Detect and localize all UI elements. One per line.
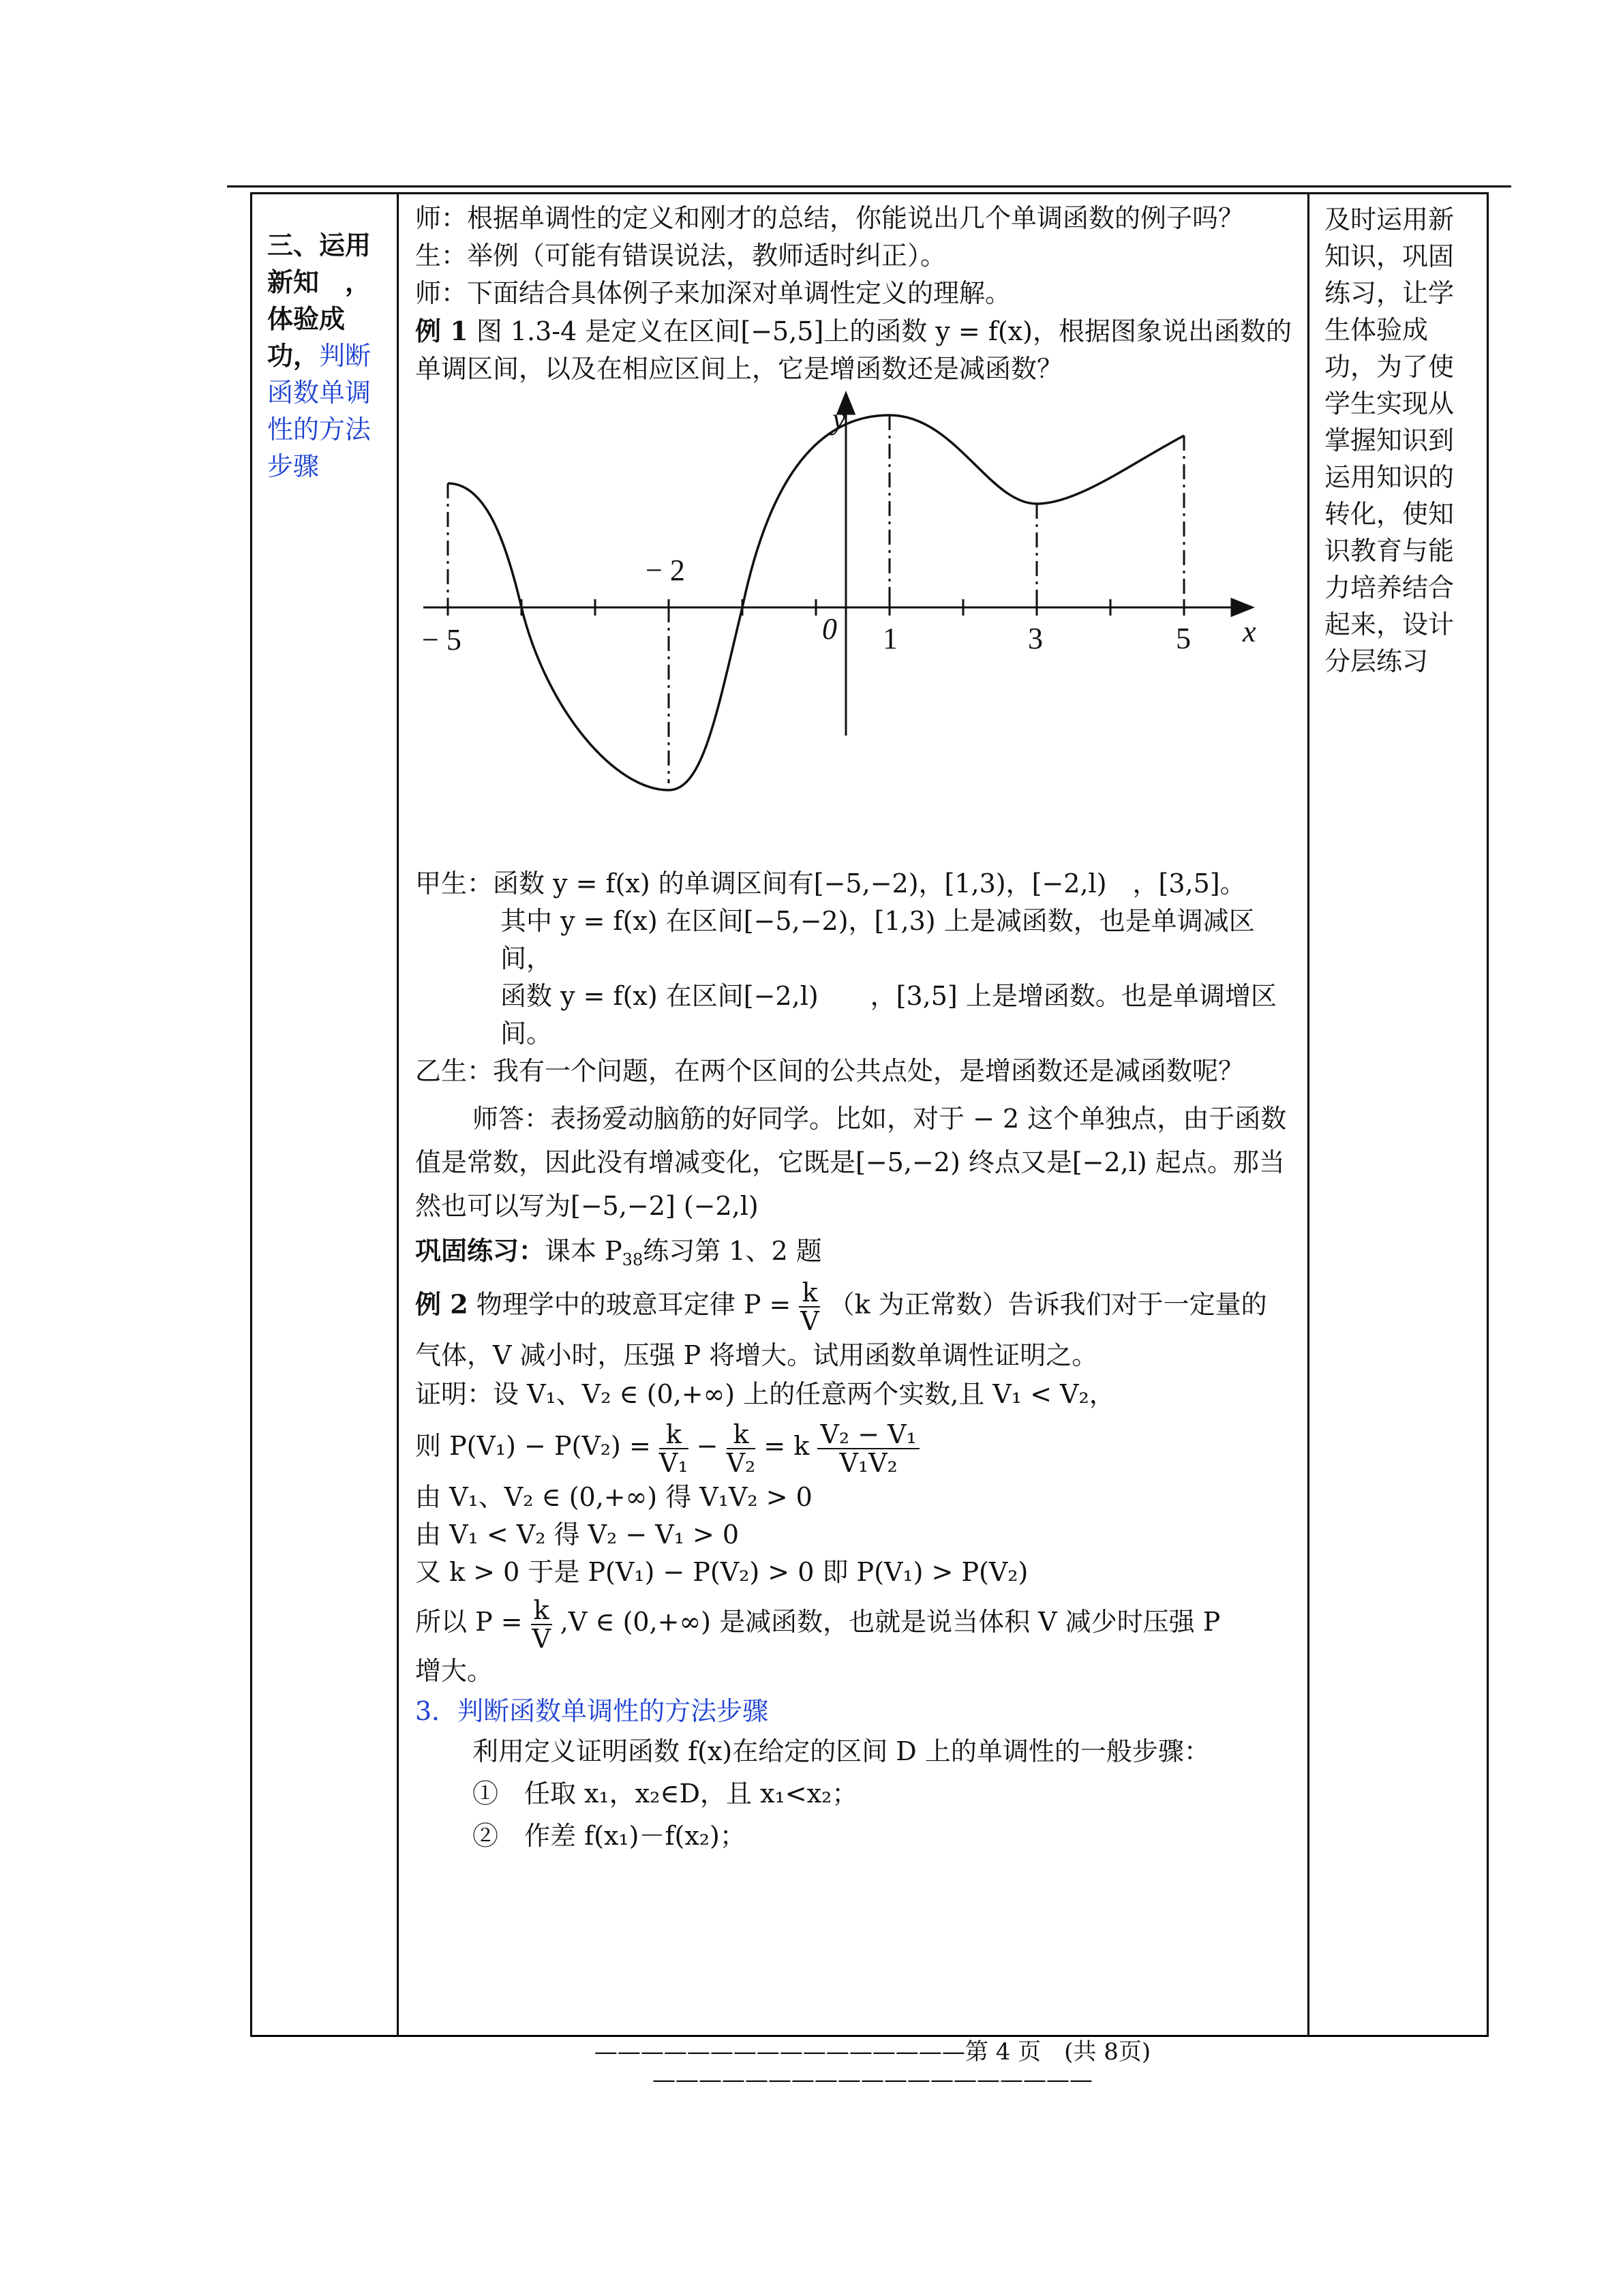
note-cell — [1309, 194, 1488, 2036]
practice-tail: 练习第 1、2 题 — [643, 1236, 822, 1266]
step-1: ① 任取 x₁，x₂∈D，且 x₁<x₂； — [472, 1779, 858, 1809]
student-yi: 乙生：我有一个问题，在两个区间的公共点处，是增函数还是减函数呢？ — [415, 1056, 1245, 1086]
proof-frac2: $\frac{k}{\text{V₂}}$ — [726, 1419, 756, 1478]
proof-line4: 由 V₁ < V₂ 得 V₂ − V₁ > 0 — [415, 1520, 740, 1550]
student-jia-line2: 其中 y = f(x) 在区间[−5,−2)，[1,3) 上是减函数，也是单调减区间， — [500, 906, 1255, 973]
steps-intro: 利用定义证明函数 f(x)在给定的区间 D 上的单调性的一般步骤： — [472, 1736, 1210, 1766]
proof-line1: 证明：设 V₁、V₂ ∈ (0,+∞) 上的任意两个实数,且 V₁ < V₂， — [415, 1379, 1115, 1409]
student-jia-line1: 甲生：函数 y = f(x) 的单调区间有[−5,−2)，[1,3)，[−2,l) ，[3,5]。 — [415, 868, 1246, 898]
proof-frac3: $\frac{\text{V₂ − V₁}}{\text{V₁V₂}}$ — [817, 1421, 919, 1477]
content-cell — [398, 194, 1309, 2036]
x-axis-arrow-icon — [1232, 599, 1252, 616]
teacher-transition: 师：下面结合具体例子来加深对单调性定义的理解。 — [415, 278, 1012, 308]
proof-line3: 由 V₁、V₂ ∈ (0,+∞) 得 V₁V₂ > 0 — [415, 1482, 813, 1512]
tick-label-minus5: − 5 — [422, 623, 461, 656]
practice-label: 巩固练习： — [415, 1235, 545, 1266]
proof-line5: 又 k > 0 于是 P(V₁) − P(V₂) > 0 即 P(V₁) > P(V₂) — [415, 1557, 1029, 1587]
steps-title: 3．判断函数单调性的方法步骤 — [415, 1696, 769, 1726]
step-2: ② 作差 f(x₁)－f(x₂)； — [472, 1821, 746, 1851]
page-footer: ————————————————第 4 页 (共 8页) ——————————————————— — [594, 2038, 1151, 2094]
proof-frac4: $\frac{k}{V}$ — [532, 1595, 551, 1654]
tick-label-1: 1 — [883, 622, 898, 655]
proof-line7: 增大。 — [415, 1656, 494, 1686]
proof-line6: 所以 P = $\frac{k}{V}$ ,V ∈ (0,+∞) 是减函数，也就是说当体积 V 减少时压强 P — [415, 1595, 1221, 1654]
section-title: 三、运用新知 ，体验成功， — [267, 230, 371, 371]
tick-label-3: 3 — [1028, 622, 1043, 655]
lesson-table — [250, 192, 1489, 2037]
practice — [415, 1232, 1292, 1279]
boyle-fraction: $\frac{k}{V}$ — [800, 1278, 819, 1336]
tick-label-minus2: − 2 — [646, 554, 685, 587]
teaching-note: 及时运用新知识，巩固练习，让学生体验成功，为了使学生实现从掌握知识到运用知识的转化，使知识教育与能力培养结合起来，设计分层练习 — [1324, 205, 1455, 676]
y-axis-label: y — [832, 402, 846, 436]
example-1-text: 图 1.3-4 是定义在区间[−5,5]上的函数 y = f(x)，根据图象说出函数的单调区间，以及在相应区间上，它是增函数还是减函数？ — [415, 316, 1292, 384]
practice-page: 38 — [622, 1250, 643, 1269]
practice-text: 课本 P — [545, 1236, 622, 1266]
header-rule — [227, 185, 1511, 187]
student-jia-line3: 函数 y = f(x) 在区间[−2,l) ，[3,5] 上是增函数。也是单调增区间。 — [500, 981, 1277, 1048]
section-subtitle: 判断函数单调性的方法步骤 — [267, 341, 371, 481]
example-2-lead: 物理学中的玻意耳定律 P = — [476, 1289, 791, 1320]
example-2-body: （k 为正常数）告诉我们对于一定量的气体，V 减小时，压强 P 将增大。试用函数单调性证明之。 — [415, 1289, 1267, 1370]
example-1-label: 例 1 — [415, 316, 468, 346]
origin-label: 0 — [822, 612, 837, 646]
teacher-reply: 师答：表扬爱动脑筋的好同学。比如，对于 − 2 这个单独点，由于函数值是常数，因此没有增减变化，它既是[−5,−2) 终点又是[−2,l) 起点。那当然也可以写为[−5,−2] (−2,l) — [415, 1104, 1287, 1221]
student-answer: 生：举例（可能有错误说法，教师适时纠正）。 — [415, 241, 947, 271]
function-graph — [410, 388, 1282, 865]
example-2 — [415, 1279, 1292, 1376]
example-2-label: 例 2 — [415, 1288, 468, 1320]
proof-line2: 则 P(V₁) − P(V₂) = $\frac{k}{\text{V₁}}$ − $\frac{k}{\text{V₂}}$ = k $\frac{\text{V₂ − V₁}}{\text{V₁V₂}}$ — [415, 1413, 1292, 1479]
teacher-question: 师：根据单调性的定义和刚才的总结，你能说出几个单调函数的例子吗？ — [415, 203, 1245, 233]
tick-label-5: 5 — [1176, 622, 1191, 655]
example-1 — [415, 312, 1292, 388]
x-axis-label: x — [1243, 615, 1256, 648]
proof-frac1: $\frac{k}{\text{V₁}}$ — [658, 1419, 688, 1478]
section-cell — [252, 194, 398, 2036]
